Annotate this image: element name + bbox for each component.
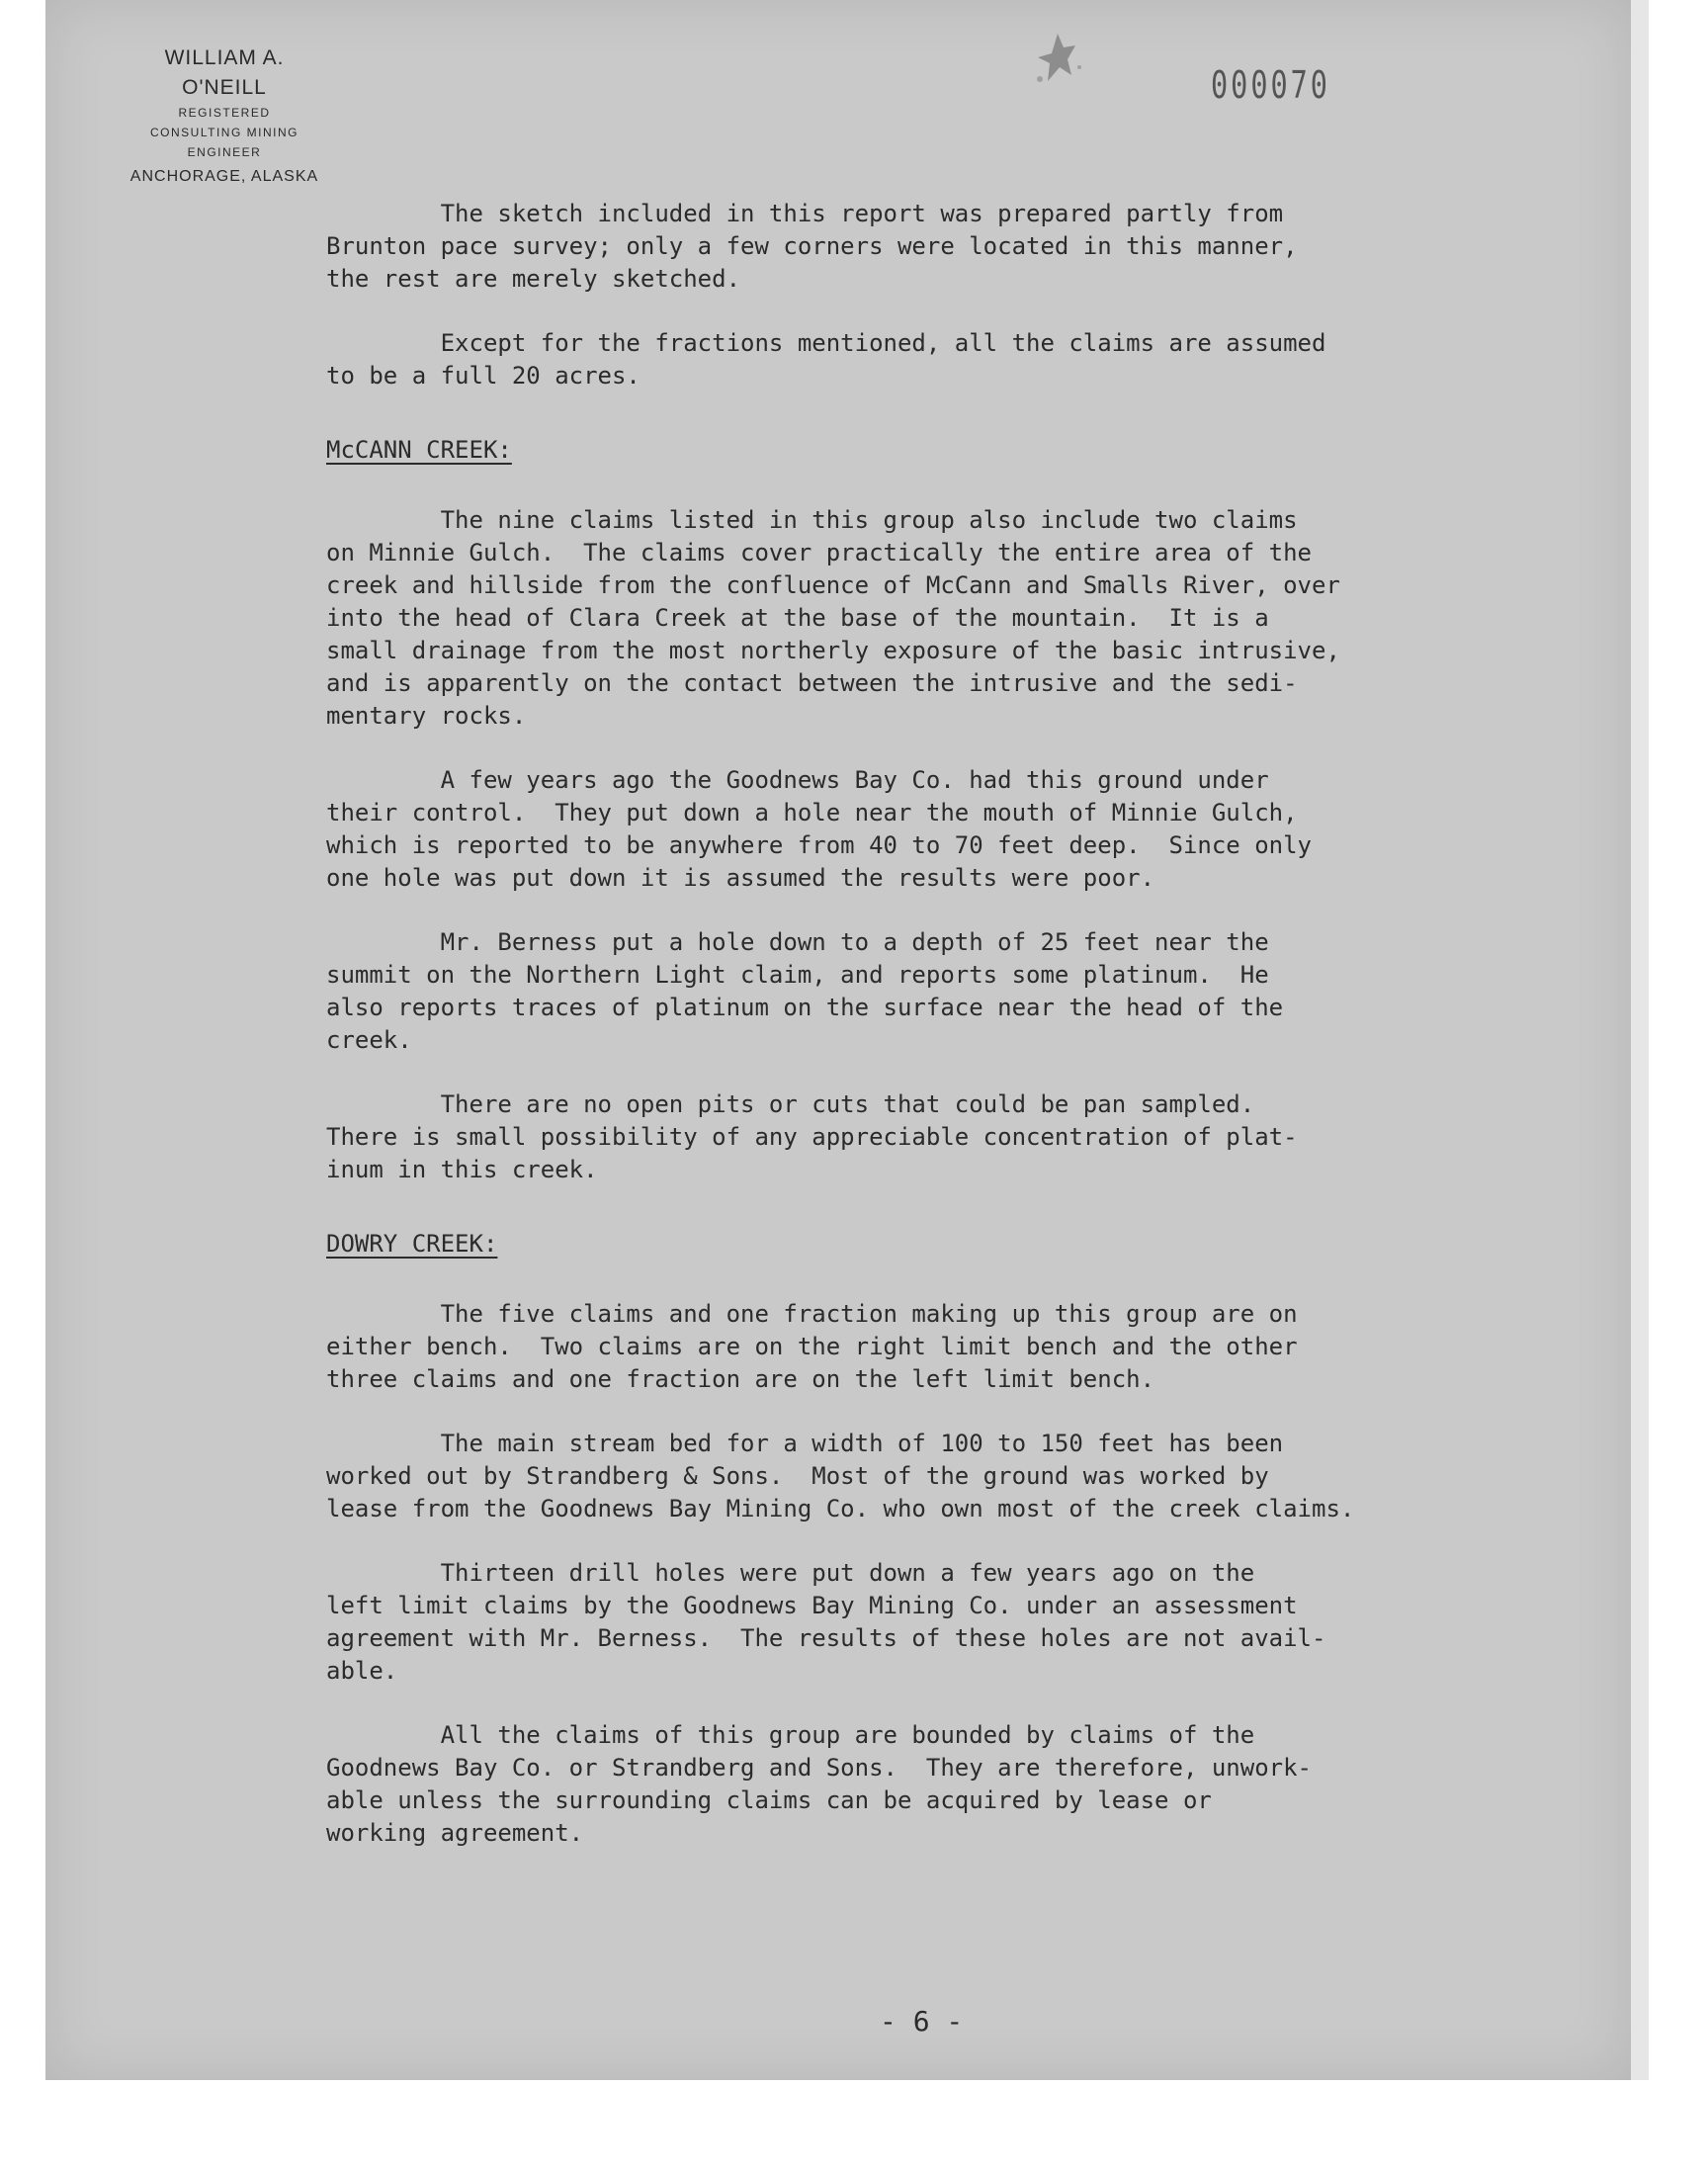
text-line: Mr. Berness put a hole down to a depth of 25 feet near the: [326, 928, 1269, 956]
paragraph: [326, 327, 1512, 392]
text-line: summit on the Northern Light claim, and reports some platinum. He: [326, 961, 1269, 989]
text-line: either bench. Two claims are on the right limit bench and the other: [326, 1333, 1298, 1360]
ink-smudge-mark: [1018, 28, 1097, 97]
text-line: worked out by Strandberg & Sons. Most of the ground was worked by: [326, 1462, 1269, 1490]
text-line: also reports traces of platinum on the surface near the head of the: [326, 994, 1284, 1021]
letterhead-city: ANCHORAGE, ALASKA: [129, 168, 319, 185]
text-line: which is reported to be anywhere from 40 to 70 feet deep. Since only: [326, 831, 1312, 859]
text-line: The five claims and one fraction making up this group are on: [326, 1300, 1298, 1328]
text-line: small drainage from the most northerly exposure of the basic intrusive,: [326, 637, 1340, 664]
text-line: working agreement.: [326, 1819, 584, 1847]
text-line: A few years ago the Goodnews Bay Co. had this ground under: [326, 766, 1269, 794]
text-line: The main stream bed for a width of 100 to 150 feet has been: [326, 1430, 1284, 1457]
mccann-creek-section: [326, 504, 1512, 1186]
paragraph: [326, 1557, 1512, 1688]
paragraph: [326, 926, 1512, 1057]
letterhead-registered: REGISTERED: [178, 106, 271, 120]
text-line: The nine claims listed in this group also include two claims: [326, 506, 1298, 534]
text-line: one hole was put down it is assumed the results were poor.: [326, 864, 1155, 892]
document-number: 000070: [1211, 63, 1330, 107]
paragraph: [326, 1298, 1512, 1396]
letterhead: [121, 44, 328, 192]
paragraph: [326, 764, 1512, 895]
letterhead-name: WILLIAM A. O'NEILL: [164, 46, 285, 99]
page-number: - 6 -: [880, 2005, 964, 2038]
text-line: the rest are merely sketched.: [326, 265, 741, 293]
text-line: and is apparently on the contact between the intrusive and the sedi-: [326, 669, 1298, 697]
section-heading-mccann-creek: McCANN CREEK:: [326, 436, 512, 464]
text-line: on Minnie Gulch. The claims cover practically the entire area of the: [326, 539, 1312, 566]
text-line: There is small possibility of any appreciable concentration of plat-: [326, 1123, 1298, 1151]
text-line: creek and hillside from the confluence of McCann and Smalls River, over: [326, 571, 1340, 599]
text-line: left limit claims by the Goodnews Bay Mining Co. under an assessment: [326, 1592, 1298, 1619]
text-line: Except for the fractions mentioned, all the claims are assumed: [326, 329, 1326, 357]
text-line: able unless the surrounding claims can be acquired by lease or: [326, 1786, 1212, 1814]
text-line: There are no open pits or cuts that could be pan sampled.: [326, 1090, 1255, 1118]
letterhead-title: CONSULTING MINING ENGINEER: [150, 126, 299, 159]
text-line: to be a full 20 acres.: [326, 362, 640, 390]
text-line: Brunton pace survey; only a few corners were located in this manner,: [326, 232, 1298, 260]
paragraph: [326, 1088, 1512, 1186]
text-line: Thirteen drill holes were put down a few years ago on the: [326, 1559, 1255, 1587]
text-line: lease from the Goodnews Bay Mining Co. who own most of the creek claims.: [326, 1495, 1355, 1522]
text-line: able.: [326, 1657, 398, 1685]
text-line: agreement with Mr. Berness. The results of these holes are not avail-: [326, 1624, 1326, 1652]
paragraph: [326, 198, 1512, 296]
page-edge: [1631, 0, 1649, 2080]
dowry-creek-section: [326, 1298, 1512, 1850]
text-line: their control. They put down a hole near the mouth of Minnie Gulch,: [326, 799, 1298, 826]
paragraph: [326, 1428, 1512, 1525]
text-line: Goodnews Bay Co. or Strandberg and Sons. They are therefore, unwork-: [326, 1754, 1312, 1782]
section-heading-dowry-creek: DOWRY CREEK:: [326, 1230, 498, 1258]
text-line: creek.: [326, 1026, 412, 1054]
text-line: three claims and one fraction are on the left limit bench.: [326, 1365, 1155, 1393]
paragraph: [326, 504, 1512, 733]
paragraph: [326, 1719, 1512, 1850]
report-body: [326, 198, 1512, 1881]
text-line: into the head of Clara Creek at the base of the mountain. It is a: [326, 604, 1269, 632]
intro-section: [326, 198, 1512, 392]
text-line: The sketch included in this report was prepared partly from: [326, 200, 1284, 227]
text-line: inum in this creek.: [326, 1156, 598, 1183]
text-line: mentary rocks.: [326, 702, 527, 730]
text-line: All the claims of this group are bounded by claims of the: [326, 1721, 1255, 1749]
